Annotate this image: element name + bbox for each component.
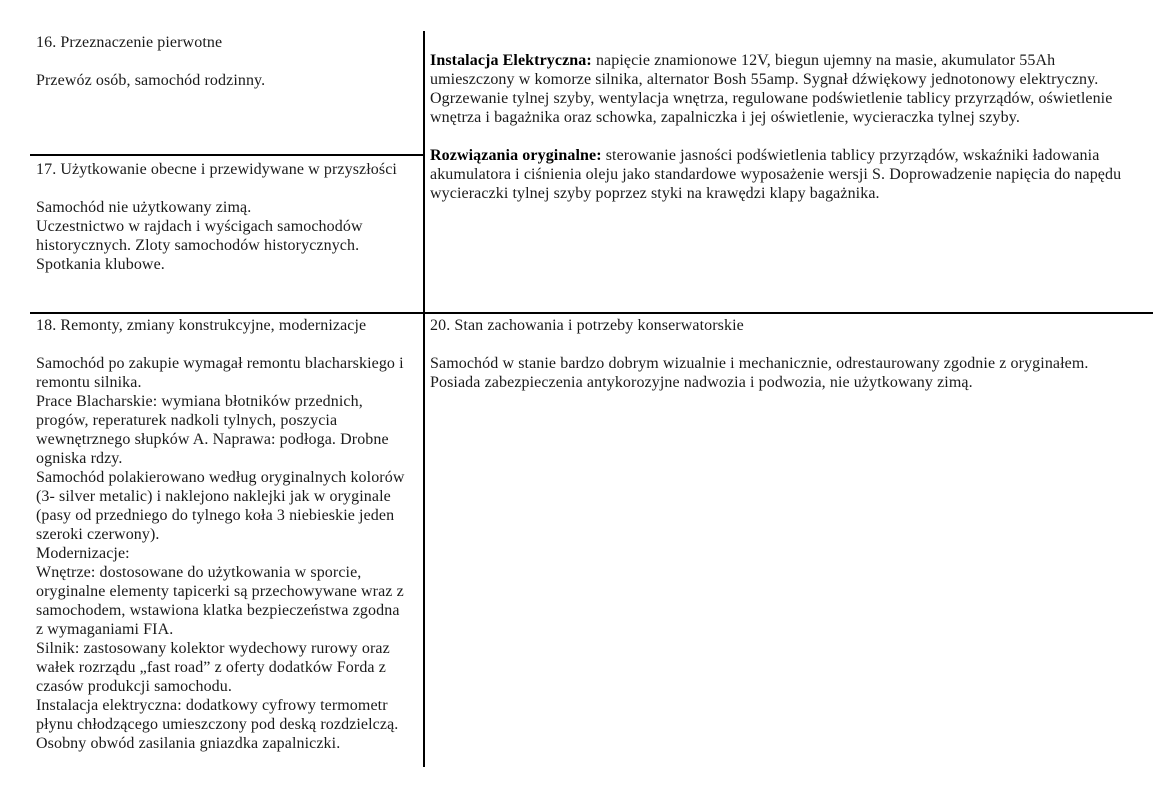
text-line: Przewóz osób, samochód rodzinny. — [36, 72, 266, 89]
text-line: Modernizacje: — [36, 545, 130, 562]
middle-divider-line — [30, 312, 1153, 314]
text-line: (pasy od przedniego do tylnego koła 3 niebieskie jeden — [36, 507, 395, 524]
text-line: Samochód w stanie bardzo dobrym wizualnie i mechanicznie, odrestaurowany zgodnie z oryginałem. — [430, 355, 1089, 372]
section-16 — [36, 33, 265, 90]
text-line: Rozwiązania oryginalne: sterowanie jasności podświetlenia tablicy przyrządów, wskaźniki ładowania — [430, 147, 1100, 164]
paragraph-electrical-lines — [430, 51, 1112, 127]
text-line: wałek rozrządu „fast road” z oferty dodatków Forda z — [36, 659, 386, 676]
text-line: umieszczony w komorze silnika, alternator Bosh 55amp. Sygnał dźwiękowy jednotonowy elektryczny. — [430, 71, 1099, 88]
text-line: Uczestnictwo w rajdach i wyścigach samochodów — [36, 218, 363, 235]
section-20-body — [430, 354, 1089, 392]
section-18-body — [36, 354, 404, 753]
text-line: Silnik: zastosowany kolektor wydechowy rurowy oraz — [36, 640, 390, 657]
text-line: ogniska rdzy. — [36, 450, 123, 467]
text-line: Instalacja Elektryczna: napięcie znamionowe 12V, biegun ujemny na masie, akumulator 55Ah — [430, 52, 1056, 69]
text-line: wewnętrznego słupków A. Naprawa: podłoga. Drobne — [36, 431, 389, 448]
section-18-title: 18. Remonty, zmiany konstrukcyjne, modernizacje — [36, 317, 367, 334]
bold-lead-label: Instalacja Elektryczna: — [430, 52, 596, 69]
text-line: Samochód polakierowano według oryginalnych kolorów — [36, 469, 405, 486]
paragraph-original-lines — [430, 146, 1121, 203]
section-17-body — [36, 198, 397, 274]
paragraph-original-solutions — [430, 146, 1121, 203]
section-16-body — [36, 71, 265, 90]
text-line: z wymaganiami FIA. — [36, 621, 174, 638]
text-line: remontu silnika. — [36, 374, 142, 391]
column-divider-line — [423, 31, 425, 767]
section-20 — [430, 316, 1089, 392]
text-line: Samochód nie użytkowany zimą. — [36, 199, 252, 216]
text-line: akumulatora i ciśnienia oleju jako standardowe wyposażenie wersji S. Doprowadzenie napięcia do napędu — [430, 166, 1122, 183]
bold-lead-label: Rozwiązania oryginalne: — [430, 147, 606, 164]
section-17-title: 17. Użytkowanie obecne i przewidywane w przyszłości — [36, 161, 397, 178]
section-17 — [36, 160, 397, 274]
paragraph-electrical-installation — [430, 51, 1112, 127]
text-line: płynu chłodzącego umieszczony pod deską rozdzielczą. — [36, 716, 399, 733]
text-line: oryginalne elementy tapicerki są przechowywane wraz z — [36, 583, 404, 600]
text-line: progów, reperaturek nadkoli tylnych, poszycia — [36, 412, 338, 429]
text-line: wycieraczki tylnej szyby poprzez styki na krawędzi klapy bagażnika. — [430, 185, 880, 202]
text-line: Wnętrze: dostosowane do użytkowania w sporcie, — [36, 564, 362, 581]
text-line: Samochód po zakupie wymagał remontu blacharskiego i — [36, 355, 404, 372]
section-20-title: 20. Stan zachowania i potrzeby konserwatorskie — [430, 317, 744, 334]
text-line: (3- silver metalic) i naklejono naklejki jak w oryginale — [36, 488, 391, 505]
text-line: Instalacja elektryczna: dodatkowy cyfrowy termometr — [36, 697, 388, 714]
section16-17-divider-line — [30, 154, 423, 156]
section-16-title: 16. Przeznaczenie pierwotne — [36, 34, 223, 51]
text-line: Osobny obwód zasilania gniazdka zapalniczki. — [36, 735, 341, 752]
section-18 — [36, 316, 404, 753]
text-line: samochodem, wstawiona klatka bezpieczeństwa zgodna — [36, 602, 400, 619]
text-line: czasów produkcji samochodu. — [36, 678, 232, 695]
text-line: wnętrza i bagażnika oraz schowka, zapalniczka i jej oświetlenie, wycieraczka tylnej szyby. — [430, 109, 1020, 126]
text-line: Posiada zabezpieczenia antykorozyjne nadwozia i podwozia, nie użytkowany zimą. — [430, 374, 973, 391]
text-line: Spotkania klubowe. — [36, 256, 165, 273]
text-line: Ogrzewanie tylnej szyby, wentylacja wnętrza, regulowane podświetlenie tablicy przyrządów, oświetlenie — [430, 90, 1113, 107]
text-line: historycznych. Zloty samochodów historycznych. — [36, 237, 360, 254]
text-line: szeroki czerwony). — [36, 526, 160, 543]
text-line: Prace Blacharskie: wymiana błotników przednich, — [36, 393, 363, 410]
